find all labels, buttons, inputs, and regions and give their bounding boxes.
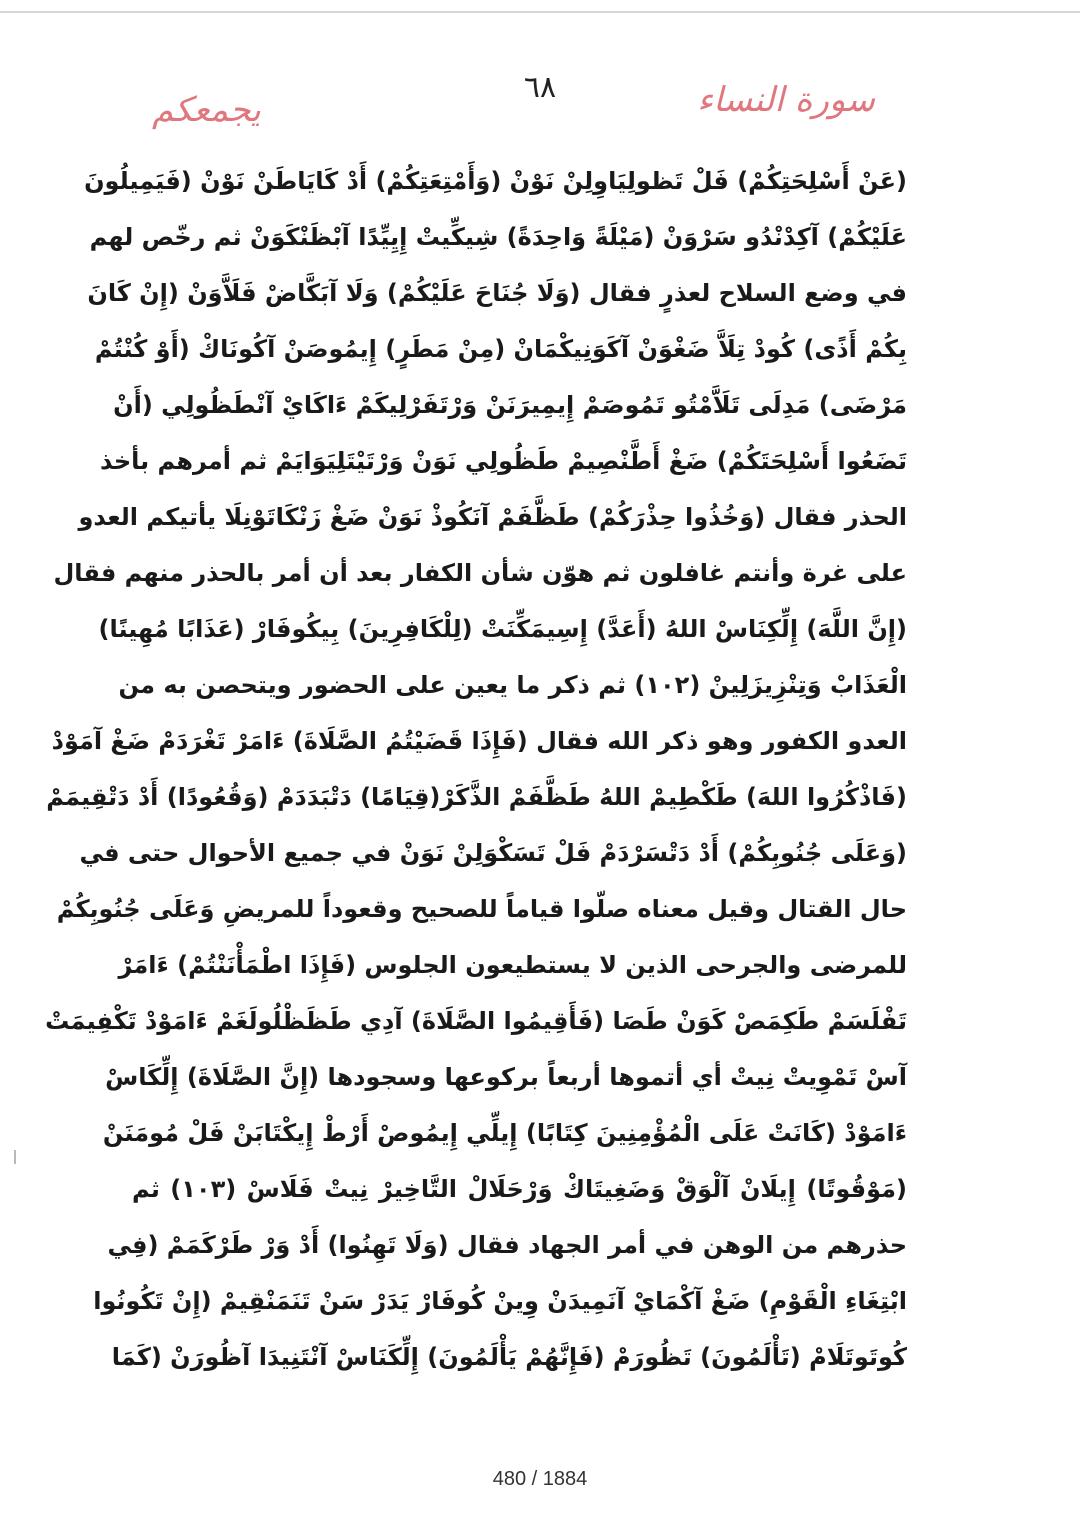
text-line: تَضَعُوا أَسْلِحَتَكُمْ) ضَغْ أَطَّنْصِيمْ طَظُولِي نَوَنْ وَرْتَيْتَلِيَوَايَمْ ثم أمرهم بأخذ — [99, 447, 907, 475]
text-line: كُوتَوتَلَامْ (تَأْلَمُونَ) تَظُورَمْ (فَإِنَّهُمْ يَأْلَمُونَ) إِلِّكَنَاسْ آنْتَنِيدَا آظُورَنْ (كَمَا — [111, 1343, 907, 1371]
margin-mark — [14, 1150, 16, 1164]
text-line: (إِنَّ اللَّهَ) إِلِّكِنَاسْ اللهُ (أَعَدَّ) إِسِيمَكِّنَتْ (لِلْكَافِرِينَ) بِيكُوفَارْ (عَذَابًا مُهِينًا) — [98, 615, 907, 643]
text-line: تَفْلَسَمْ طَكِمَصْ كَوَنْ طَصَا (فَأَقِيمُوا الصَّلَاةَ) آدِي طَظَظْلُولَغَمْ ءَامَوْدْ تَكْفِيمَتْ — [45, 1007, 907, 1035]
text-line: حذرهم من الوهن في أمر الجهاد فقال (وَلَا تَهِنُوا) أَدْ وَرْ طَرْكَمَمْ (فِي — [107, 1231, 907, 1259]
surah-name-handwritten: سورة النساء — [697, 80, 875, 120]
text-line: آسْ تَمْوِيتْ نِيتْ أي أتموها أربعاً بركوعها وسجودها (إِنَّ الصَّلَاةَ) إِلِّكَاسْ — [105, 1063, 907, 1091]
text-line: (عَنْ أَسْلِحَتِكُمْ) فَلْ تَظولِيَاوِلِنْ نَوْنْ (وَأَمْتِعَتِكُمْ) أَدْ كَايَاطَنْ نَوْنْ (فَيَمِيلُونَ — [84, 167, 907, 195]
catchword-handwritten: يجمعكم — [152, 90, 261, 130]
text-line: الحذر فقال (وَخُذُوا حِذْرَكُمْ) طَظَّفَمْ آنَكُوذْ نَوَنْ ضَغْ زَنْكَاتَوْنِلَا يأتيكم العدو — [78, 503, 907, 531]
text-line: على غرة وأنتم غافلون ثم هوّن شأن الكفار بعد أن أمر بالحذر منهم فقال — [53, 559, 907, 587]
page-indicator: 480 / 1884 — [492, 1468, 588, 1490]
text-line: عَلَيْكُمْ) آكِدْنْدُو سَرْوَنْ (مَيْلَةً وَاحِدَةً) شِيكِّيتْ إِيِيِّدًا آبْظَنْكَوَنْ ثم رخّص لهم — [89, 223, 907, 251]
scan-edge-line — [0, 11, 1080, 13]
text-line: (وَعَلَى جُنُوبِكُمْ) أَدْ دَتْسَرْدَمْ فَلْ تَسَكْوَلِنْ نَوَنْ في جميع الأحوال حتى في — [79, 839, 907, 867]
text-line: (مَوْقُوتًا) إِيلَانْ آلْوَقْ وَضَغِيتَاكْ وَرْحَلَالْ التَّاخِيرْ نِيتْ فَلَاسْ (١٠٣) ثم — [132, 1175, 907, 1203]
text-line: الْعَذَابْ وَتِنْزِيزَلِينْ (١٠٢) ثم ذكر ما يعين على الحضور ويتحصن به من — [118, 671, 907, 699]
text-line: بِكُمْ أَذًى) كُودْ تِلَاَّ ضَغْوَنْ آكَوَنِيكْمَانْ (مِنْ مَطَرٍ) إِيمُوصَنْ آكُونَاكْ (أَوْ كُنْتُمْ — [94, 335, 907, 363]
page-header — [0, 60, 1080, 150]
text-line: ءَامَوْدْ (كَانَتْ عَلَى الْمُؤْمِنِينَ كِتَابًا) إِيلِّي إِيمُوصْ أَرْطْ إِيكْتَابَنْ فَلْ مُومَنَنْ — [102, 1119, 907, 1147]
text-line: في وضع السلاح لعذرٍ فقال (وَلَا جُنَاحَ عَلَيْكُمْ) وَلَا آبَكَّاضْ فَلَاَّوَنْ (إِنْ كَانَ — [87, 279, 907, 307]
text-line: (فَاذْكُرُوا اللهَ) طَكْطِيمْ اللهُ طَظَّفَمْ الذَّكَرْ(قِيَامًا) دَتْبَدَدَمْ (وَقُعُودًا) أَدْ دَتْقِيمَمْ — [46, 783, 907, 811]
text-line: للمرضى والجرحى الذين لا يستطيعون الجلوس (فَإِذَا اطْمَأْنَنْتُمْ) ءَامَرْ — [118, 951, 907, 979]
page-number: ٦٨ — [523, 70, 557, 105]
text-line: مَرْضَى) مَدِلَى تَلَاَّمْتُو تَمُوصَمْ إِيمِيرَنَنْ وَرْتَفَرْلِيكَمْ ءَاكَايْ آنْطَظُولِي (أَنْ — [113, 391, 907, 419]
text-line: ابْتِغَاءِ الْقَوْمِ) ضَغْ آكْمَايْ آنَمِيدَنْ وِينْ كُوفَارْ يَدَرْ سَنْ تَنَمَنْقِيمْ (إِنْ تَكُونُوا — [93, 1287, 907, 1315]
text-line: حال القتال وقيل معناه صلّوا قياماً للصحيح وقعوداً للمريضِ وَعَلَى جُنُوبِكُمْ — [56, 895, 907, 923]
text-line: العدو الكفور وهو ذكر الله فقال (فَإِذَا قَضَيْتُمُ الصَّلَاةَ) ءَامَرْ تَغْرَدَمْ ضَغْ آمَوْدْ — [51, 727, 907, 755]
body-text — [45, 153, 907, 1385]
